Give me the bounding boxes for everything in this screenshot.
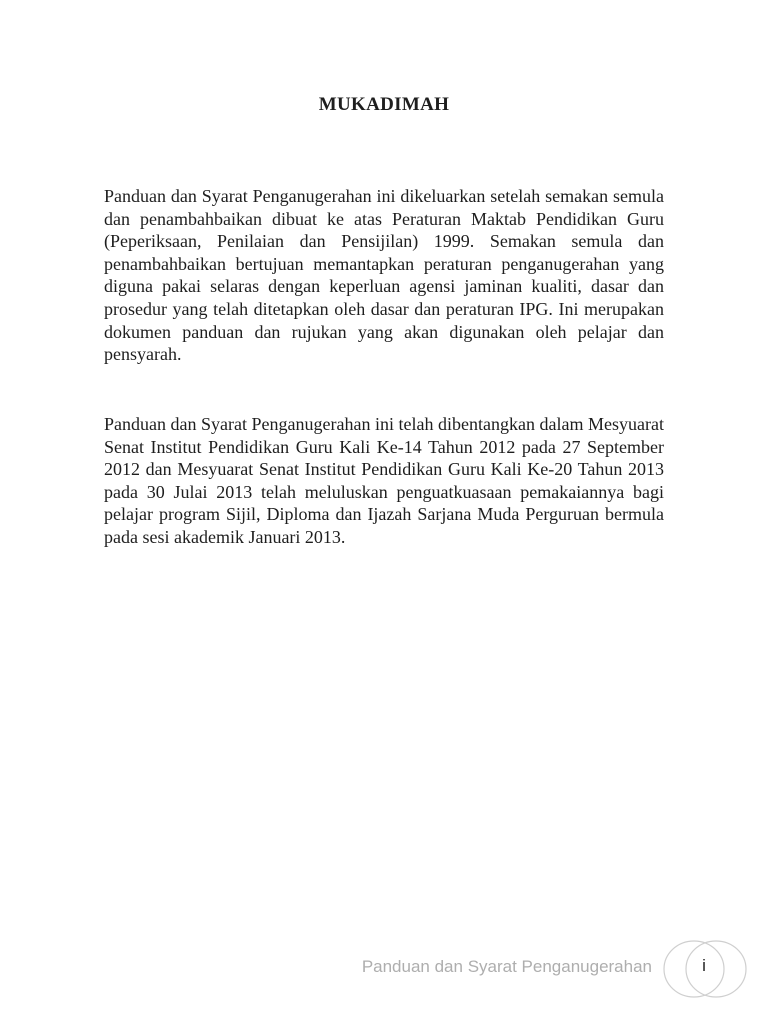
page-number: i <box>702 956 706 975</box>
page-title: MUKADIMAH <box>318 94 450 115</box>
footer-running-title: Panduan dan Syarat Penganugerahan <box>361 957 652 976</box>
body-paragraph-2: Panduan dan Syarat Penganugerahan ini telah dibentangkan dalam Mesyuarat Senat Institut Pendidikan Guru Kali Ke-14 Tahun 2012 pada 27 September 2012 dan Mesyuarat Senat Institut Pendidikan Guru Kali Ke-20 Tahun 2013 pada 30 Julai 2013 telah meluluskan penguatkuasaan pemakaiannya bagi pelajar program Sijil, Diploma dan Ijazah Sarjana Muda Perguruan bermula pada sesi akademik Januari 2013. <box>104 414 664 547</box>
body-paragraph-1: Panduan dan Syarat Penganugerahan ini dikeluarkan setelah semakan semula dan penambahbaikan dibuat ke atas Peraturan Maktab Pendidikan Guru (Peperiksaan, Penilaian dan Pensijilan) 1999. Semakan semula dan penambahbaikan bertujuan memantapkan peraturan penganugerahan yang diguna pakai selaras dengan keperluan agensi jaminan kualiti, dasar dan prosedur yang telah ditetapkan oleh dasar dan peraturan IPG. Ini merupakan dokumen panduan dan rujukan yang akan digunakan oleh pelajar dan pensyarah. <box>104 186 664 365</box>
